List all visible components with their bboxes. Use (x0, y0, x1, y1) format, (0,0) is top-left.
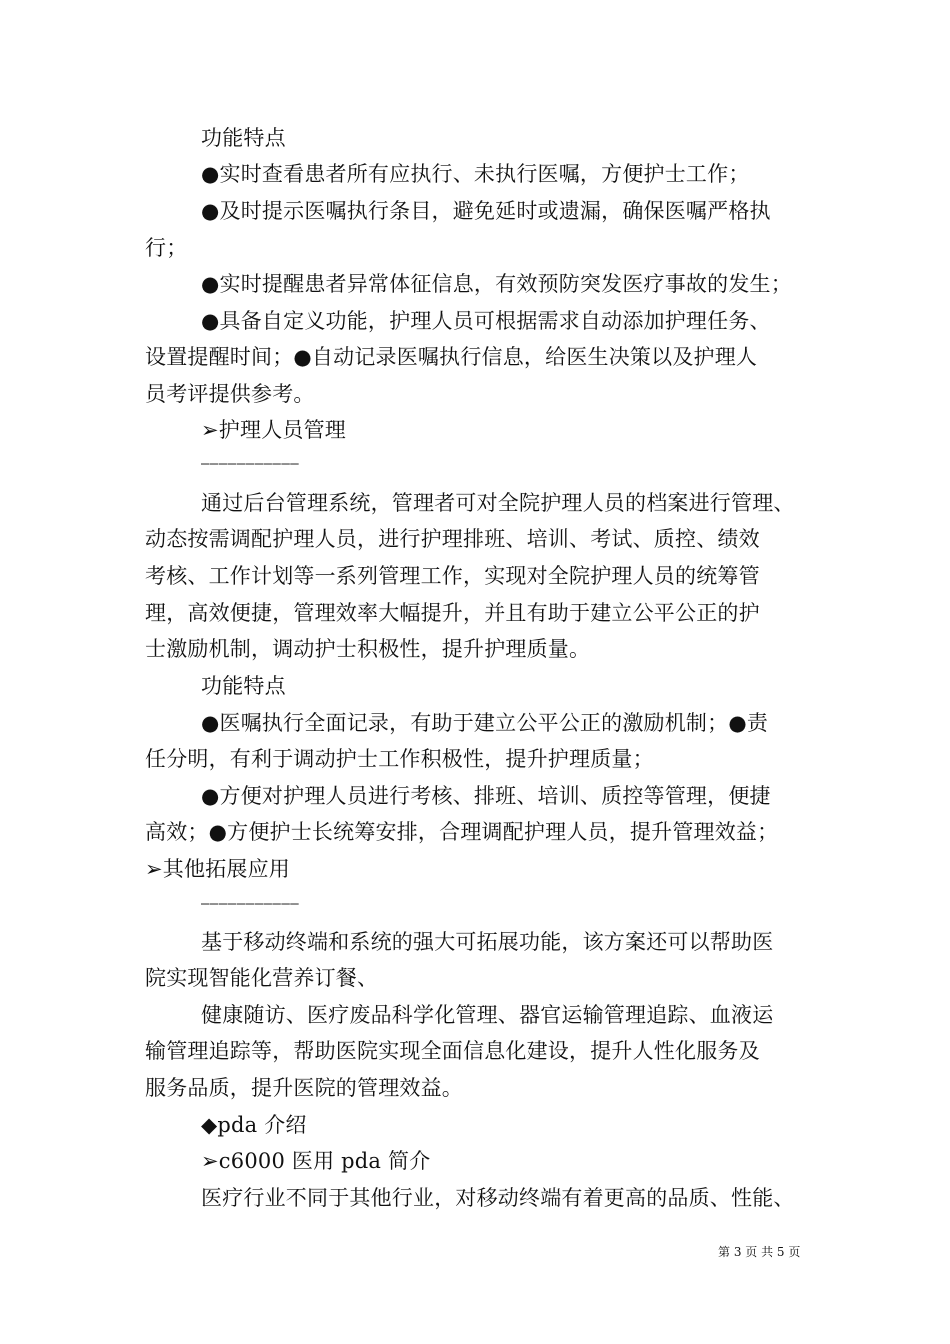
section-divider: ——————————— (201, 456, 300, 472)
heading-features-2: 功能特点 (201, 674, 286, 698)
section-heading-other-applications: ➢其他拓展应用 (145, 857, 290, 881)
paragraph-line: 高效；●方便护士长统筹安排，合理调配护理人员，提升管理效益； (145, 820, 779, 844)
section-heading-c6000: ➢c6000 医用 pda 简介 (201, 1149, 431, 1173)
bullet-line: ●实时提醒患者异常体征信息，有效预防突发医疗事故的发生； (201, 272, 792, 296)
paragraph-line: 任分明，有利于调动护士工作积极性，提升护理质量； (145, 747, 654, 771)
paragraph-line: 士激励机制，调动护士积极性，提升护理质量。 (145, 637, 591, 661)
paragraph-line: 健康随访、医疗废品科学化管理、器官运输管理追踪、血液运 (201, 1003, 774, 1027)
paragraph-line: 医疗行业不同于其他行业，对移动终端有着更高的品质、性能、 (201, 1186, 795, 1210)
paragraph-line: 通过后台管理系统，管理者可对全院护理人员的档案进行管理、 (201, 491, 795, 515)
bullet-line: ●医嘱执行全面记录，有助于建立公平公正的激励机制；●责 (201, 711, 769, 735)
paragraph-line: 动态按需调配护理人员，进行护理排班、培训、考试、质控、绩效 (145, 527, 760, 551)
bullet-line: ●实时查看患者所有应执行、未执行医嘱，方便护士工作； (201, 162, 750, 186)
paragraph-line: 基于移动终端和系统的强大可拓展功能，该方案还可以帮助医 (201, 930, 774, 954)
bullet-line: ●及时提示医嘱执行条目，避免延时或遗漏，确保医嘱严格执 (201, 199, 771, 223)
heading-features-1: 功能特点 (201, 126, 286, 150)
bullet-line: ●方便对护理人员进行考核、排班、培训、质控等管理，便捷 (201, 784, 771, 808)
bullet-line: ●具备自定义功能，护理人员可根据需求自动添加护理任务、 (201, 309, 771, 333)
section-divider: ——————————— (201, 896, 300, 912)
paragraph-line: 设置提醒时间；●自动记录医嘱执行信息，给医生决策以及护理人 (145, 345, 758, 369)
paragraph-line: 院实现智能化营养订餐、 (145, 966, 379, 990)
paragraph-line: 行； (145, 236, 188, 260)
section-heading-pda-intro: ◆pda 介绍 (201, 1113, 307, 1137)
paragraph-line: 员考评提供参考。 (145, 382, 315, 406)
paragraph-line: 理，高效便捷，管理效率大幅提升，并且有助于建立公平公正的护 (145, 601, 760, 625)
paragraph-line: 考核、工作计划等一系列管理工作，实现对全院护理人员的统筹管 (145, 564, 760, 588)
paragraph-line: 输管理追踪等，帮助医院实现全面信息化建设，提升人性化服务及 (145, 1039, 760, 1063)
page-number-footer: 第 3 页 共 5 页 (718, 1245, 801, 1259)
paragraph-line: 服务品质，提升医院的管理效益。 (145, 1076, 463, 1100)
section-heading-nurse-management: ➢护理人员管理 (201, 418, 346, 442)
